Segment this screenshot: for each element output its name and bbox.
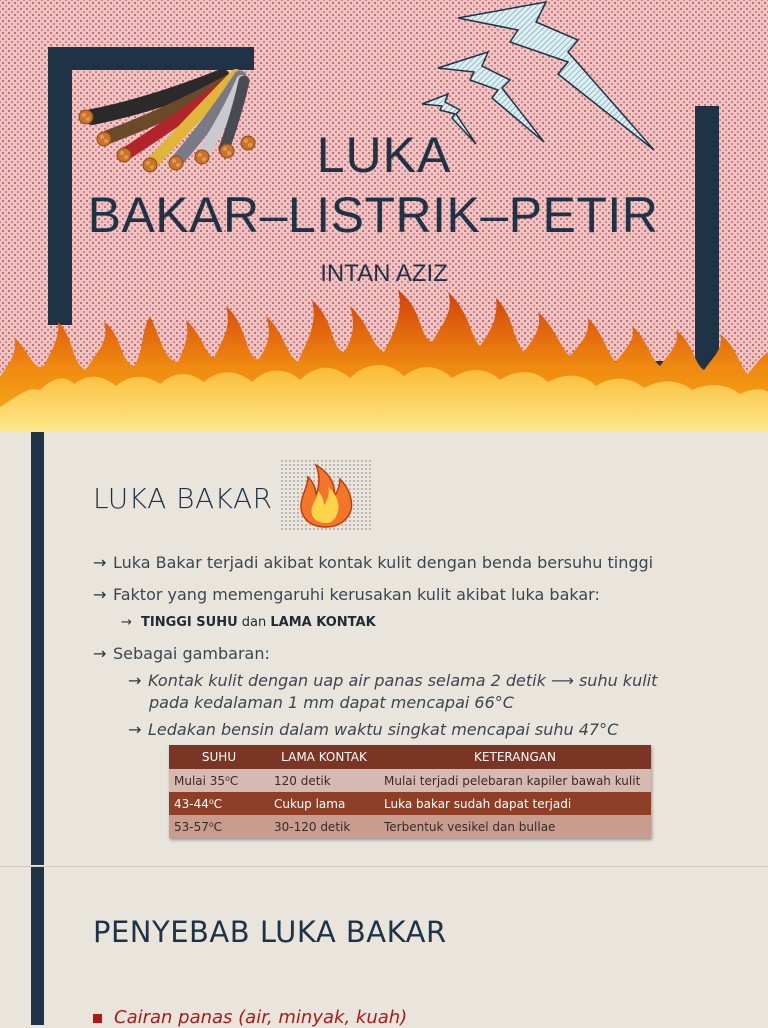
slide-heading: PENYEBAB LUKA BAKAR [93, 915, 447, 949]
table-cell: 120 detik [269, 769, 379, 792]
table-cell: Mulai terjadi pelebaran kapiler bawah kulit [379, 769, 651, 792]
table-header-row [169, 745, 651, 769]
table-cell: 53-57⁰C [169, 815, 269, 838]
table-cell: Mulai 35⁰C [169, 769, 269, 792]
bullet-text: Cairan panas (air, minyak, kuah) [114, 1007, 408, 1028]
bullet-text: Sebagai gambaran: [113, 644, 270, 663]
column-header: LAMA KONTAK [269, 745, 379, 769]
bullet-hot-liquid [93, 1007, 407, 1028]
bullet-illustration [93, 644, 270, 663]
slide-heading: LUKA BAKAR [93, 482, 273, 515]
table-cell: Cukup lama [269, 792, 379, 815]
column-header: SUHU [169, 745, 269, 769]
factor-temperature: TINGGI SUHU [141, 615, 238, 630]
factor-duration: LAMA KONTAK [270, 615, 376, 630]
author-name: INTAN AZIZ [320, 260, 448, 287]
bullet-text: Luka Bakar terjadi akibat kontak kulit dengan benda bersuhu tinggi [113, 553, 654, 572]
bullet-text: Ledakan bensin dalam waktu singkat mencapai suhu 47°C [148, 720, 619, 739]
table-cell: Terbentuk vesikel dan bullae [379, 815, 651, 838]
arrow-icon: → [121, 615, 132, 630]
arrow-icon: → [93, 585, 107, 604]
table-cell: 30-120 detik [269, 815, 379, 838]
square-bullet-icon [93, 1014, 102, 1023]
arrow-icon: → [128, 720, 142, 739]
sub-bullet-steam-continued: pada kedalaman 1 mm dapat mencapai 66°C [149, 693, 514, 712]
sub-bullet-steam [128, 671, 657, 690]
table-cell: Luka bakar sudah dapat terjadi [379, 792, 651, 815]
arrow-icon: → [93, 644, 107, 663]
slide-accent-bar [31, 432, 44, 865]
title-line-2: BAKAR–LISTRIK–PETIR [87, 187, 659, 243]
connector-text: dan [237, 615, 271, 630]
title-slide [0, 0, 768, 432]
fire-icon [280, 459, 373, 531]
bullet-text: Faktor yang memengaruhi kerusakan kulit akibat luka bakar: [113, 585, 600, 604]
table-cell: 43-44⁰C [169, 792, 269, 815]
sub-bullet-factors [121, 615, 376, 630]
column-header: KETERANGAN [379, 745, 651, 769]
table-row [169, 792, 651, 815]
slide-accent-bar [31, 867, 44, 1025]
flames-image [0, 282, 768, 432]
arrow-icon: → [93, 553, 107, 572]
sub-bullet-gasoline [128, 720, 618, 739]
bullet-definition [93, 553, 653, 572]
penyebab-slide [0, 866, 768, 1028]
bullet-text: Kontak kulit dengan uap air panas selama 2 detik ⟶ suhu kulit [148, 671, 658, 690]
bullet-factors [93, 585, 600, 604]
title-line-1: LUKA [316, 127, 452, 183]
temperature-table [169, 745, 651, 838]
luka-bakar-slide [0, 432, 768, 865]
table-row [169, 769, 651, 792]
arrow-icon: → [128, 671, 142, 690]
table-row [169, 815, 651, 838]
